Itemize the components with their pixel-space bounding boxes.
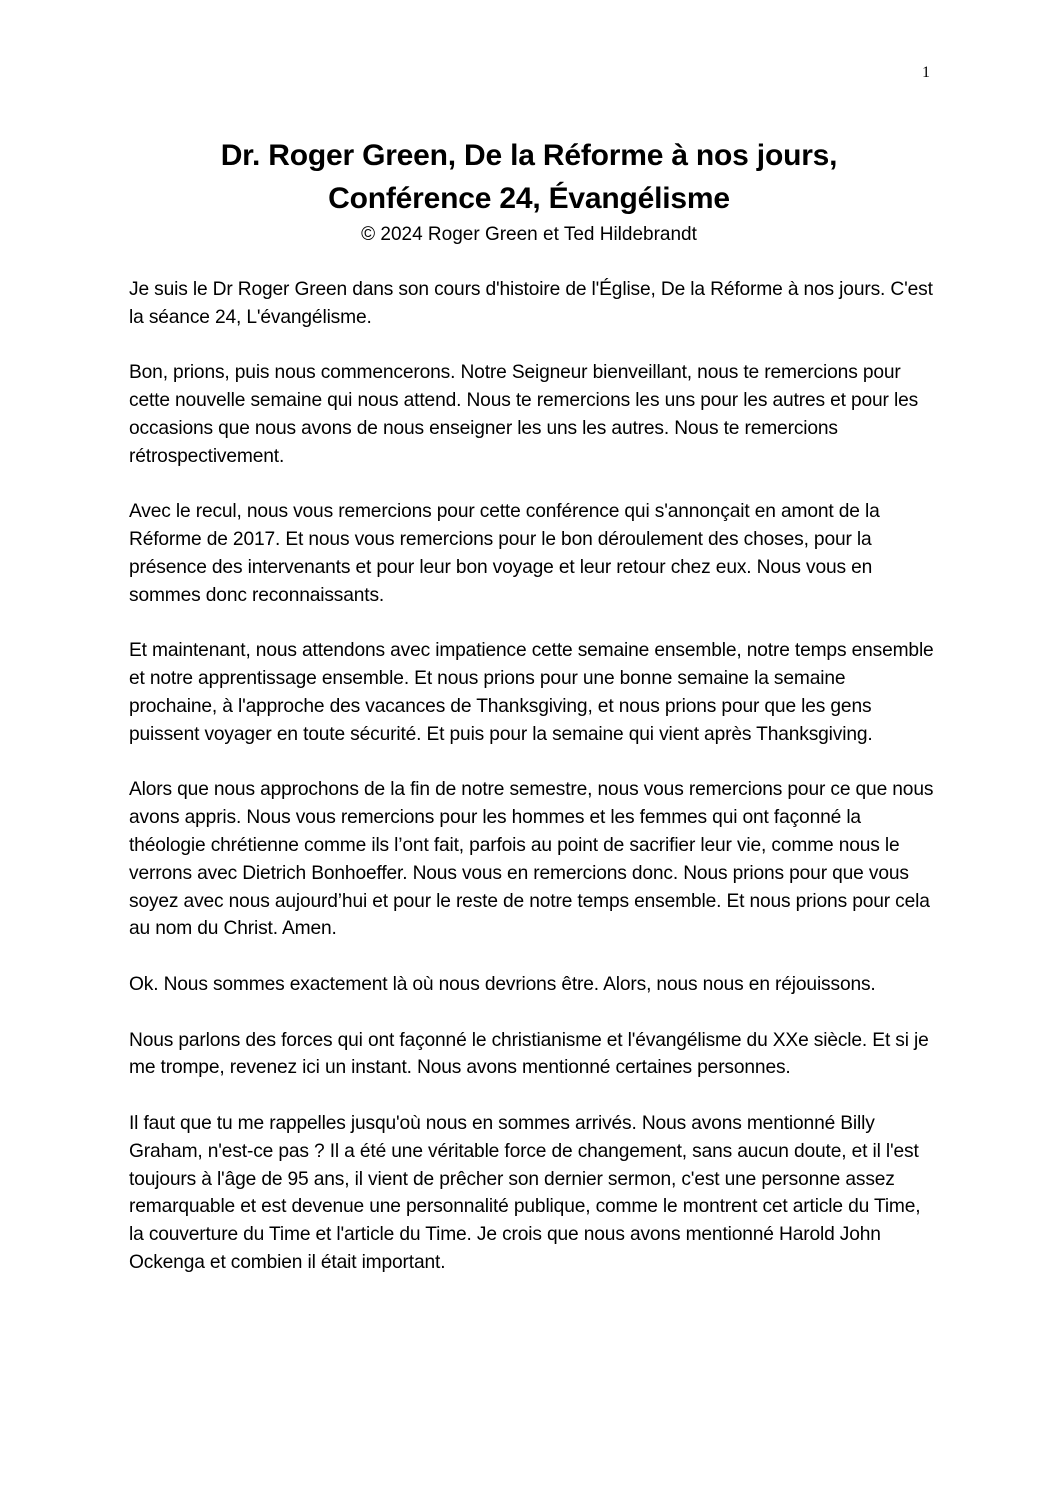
paragraph: Et maintenant, nous attendons avec impatience cette semaine ensemble, notre temps ensemble et notre apprentissage ensemble. Et nous prions pour une bonne semaine la semaine prochaine, à l'approche des vacances de Thanksgiving, et nous prions pour que les gens puissent voyager en toute sécurité. Et puis pour la semaine qui vient après Thanksgiving. bbox=[129, 640, 934, 745]
copyright-line: © 2024 Roger Green et Ted Hildebrandt bbox=[361, 224, 697, 245]
title-line-1: Dr. Roger Green, De la Réforme à nos jours, bbox=[220, 139, 838, 172]
paragraph: Je suis le Dr Roger Green dans son cours d'histoire de l'Église, De la Réforme à nos jours. C'est la séance 24, L'évangélisme. bbox=[129, 279, 933, 328]
title-block bbox=[100, 134, 958, 248]
paragraph: Bon, prions, puis nous commencerons. Notre Seigneur bienveillant, nous te remercions pour cette nouvelle semaine qui nous attend. Nous te remercions les uns pour les autres et pour les occasions que nous avons de nous enseigner les uns les autres. Nous te remercions rétrospectivement. bbox=[129, 362, 919, 467]
paragraph: Alors que nous approchons de la fin de notre semestre, nous vous remercions pour ce que nous avons appris. Nous vous remercions pour les hommes et les femmes qui ont façonné la théologie chrétienne comme ils l’ont fait, parfois au point de sacrifier leur vie, comme nous le verrons avec Dietrich Bonhoeffer. Nous vous en remercions donc. Nous prions pour que vous soyez avec nous aujourd’hui et pour le reste de notre temps ensemble. Et nous prions pour cela au nom du Christ. Amen. bbox=[129, 779, 934, 940]
title-line-2: Conférence 24, Évangélisme bbox=[328, 182, 730, 215]
paragraph: Nous parlons des forces qui ont façonné le christianisme et l'évangélisme du XXe siècle. Et si je me trompe, revenez ici un instant. Nous avons mentionné certaines personnes. bbox=[129, 1029, 929, 1079]
paragraph: Il faut que tu me rappelles jusqu'où nous en sommes arrivés. Nous avons mentionné Billy Graham, n'est-ce pas ? Il a été une véritable force de changement, sans aucun doute, et il l'est toujours à l'âge de 95 ans, il vient de prêcher son dernier sermon, c'est une personne assez remarquable et est devenue une personnalité publique, comme le montrent cet article du Time, la couverture du Time et l'article du Time. Je crois que nous avons mentionné Harold John Ockenga et combien il était important. bbox=[129, 1112, 921, 1273]
page-number: 1 bbox=[922, 64, 930, 81]
document-body bbox=[129, 276, 934, 1304]
paragraph: Avec le recul, nous vous remercions pour cette conférence qui s'annonçait en amont de la Réforme de 2017. Et nous vous remercions pour le bon déroulement des choses, pour la présence des intervenants et pour leur bon voyage et leur retour chez eux. Nous vous en sommes donc reconnaissants. bbox=[129, 501, 880, 606]
paragraph: Ok. Nous sommes exactement là où nous devrions être. Alors, nous nous en réjouissons. bbox=[129, 973, 876, 995]
